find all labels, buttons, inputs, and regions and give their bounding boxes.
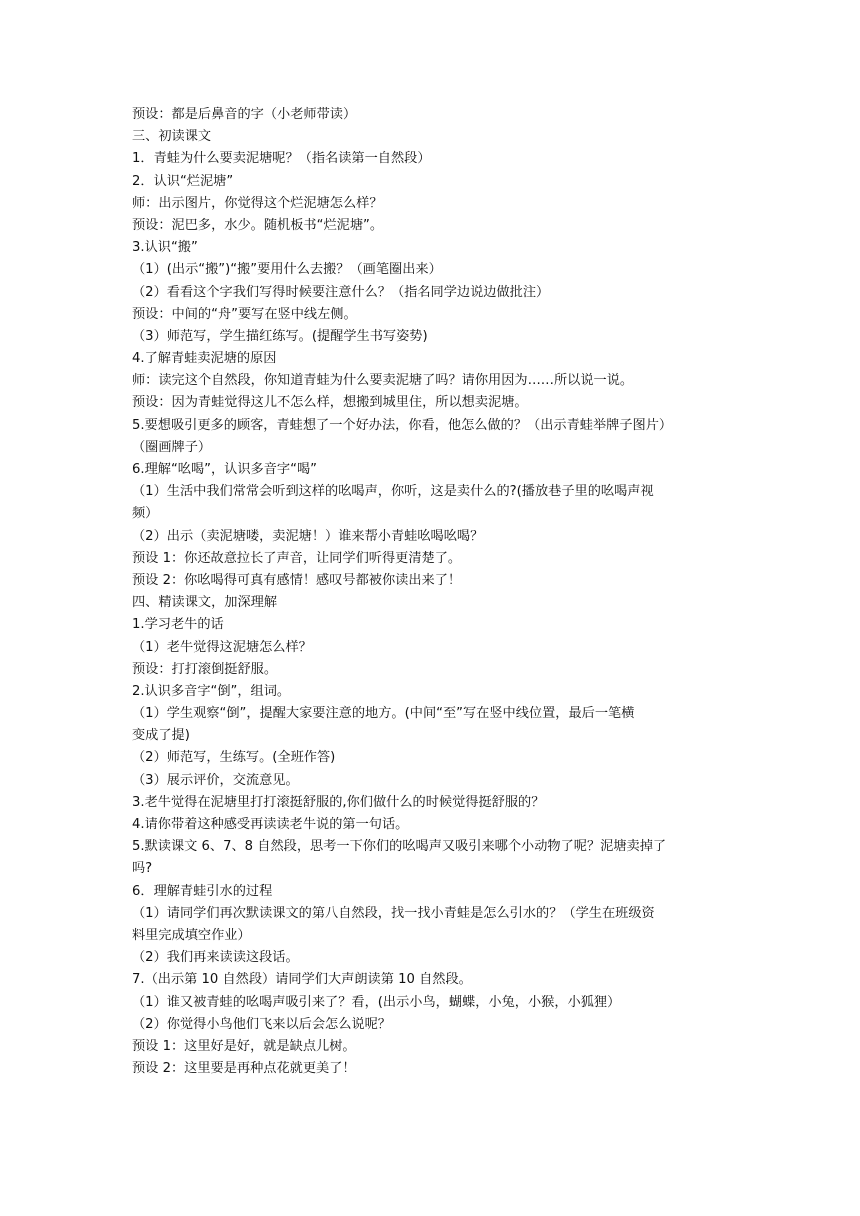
text-line: （2）我们再来读读这段话。	[132, 950, 299, 966]
text-line: （2）出示（卖泥塘喽，卖泥塘！）谁来帮小青蛙吆喝吆喝？	[132, 528, 484, 544]
text-line: （3）师范写，学生描红练写。(提醒学生书写姿势)	[132, 328, 428, 344]
text-line: （3）展示评价，交流意见。	[132, 772, 299, 788]
text-line: （1）(出示“搬”)“搬”要用什么去搬？（画笔圈出来）	[132, 262, 442, 278]
text-line: （1）谁又被青蛙的吆喝声吸引来了？看，(出示小鸟，蝴蝶，小兔，小猴，小狐狸）	[132, 994, 621, 1010]
text-line: 预设 1：这里好是好，就是缺点儿树。	[132, 1038, 356, 1054]
section-heading: 四、精读课文，加深理解	[132, 595, 278, 611]
text-line: 料里完成填空作业）	[132, 927, 251, 943]
text-line: 6.理解“吆喝”，认识多音字“喝”	[132, 462, 317, 477]
text-line: 4.请你带着这种感受再读读老牛说的第一句话。	[132, 817, 409, 832]
text-line: 3.老牛觉得在泥塘里打打滚挺舒服的,你们做什么的时候觉得挺舒服的？	[132, 794, 545, 810]
text-line: （2）看看这个字我们写得时候要注意什么？（指名同学边说边做批注）	[132, 284, 550, 300]
text-line: 预设：泥巴多，水少。随机板书“烂泥塘”。	[132, 217, 384, 233]
text-line: （1）请同学们再次默读课文的第八自然段，找一找小青蛙是怎么引水的？（学生在班级资	[132, 905, 655, 921]
text-line: 2．认识“烂泥塘”	[132, 173, 234, 189]
text-line: 预设 2：你吆喝得可真有感情！感叹号都被你读出来了！	[132, 572, 462, 588]
text-line: 1．青蛙为什么要卖泥塘呢？（指名读第一自然段）	[132, 151, 431, 167]
text-line: （1）生活中我们常常会听到这样的吆喝声，你听，这是卖什么的?(播放巷子里的吆喝声视	[132, 484, 654, 500]
text-line: 2.认识多音字“倒”，组词。	[132, 683, 291, 699]
text-line: 1.学习老牛的话	[132, 617, 224, 633]
text-line: （圈画牌子）	[132, 439, 212, 455]
section-heading: 三、初读课文	[132, 129, 212, 145]
text-line: 5.默读课文 6、7、8 自然段，思考一下你们的吆喝声又吸引来哪个小动物了呢？泥塘卖掉了	[132, 839, 667, 855]
text-line: 5.要想吸引更多的顾客，青蛙想了一个好办法，你看，他怎么做的？（出示青蛙举牌子图片）	[132, 417, 673, 433]
text-line: （1）老牛觉得这泥塘怎么样？	[132, 639, 312, 655]
text-line: 师：出示图片，你觉得这个烂泥塘怎么样？	[132, 195, 383, 211]
text-line: （1）学生观察“倒”，提醒大家要注意的地方。(中间“至”写在竖中线位置，最后一笔横	[132, 706, 635, 722]
text-line: 预设：打打滚倒挺舒服。	[132, 661, 278, 677]
text-line: 3.认识“搬”	[132, 240, 198, 256]
text-line: （2）你觉得小鸟他们飞来以后会怎么说呢？	[132, 1016, 391, 1032]
text-line: 吗?	[132, 861, 153, 877]
text-line: 变成了提)	[132, 728, 190, 744]
text-line: 预设：因为青蛙觉得这儿不怎么样，想搬到城里住，所以想卖泥塘。	[132, 395, 528, 411]
text-line: 频）	[132, 506, 159, 522]
text-line: 师：读完这个自然段，你知道青蛙为什么要卖泥塘了吗？请你用因为……所以说一说。	[132, 373, 634, 389]
text-line: （2）师范写，生练写。(全班作答)	[132, 750, 336, 766]
lesson-plan-text	[132, 104, 740, 1080]
text-line: 4.了解青蛙卖泥塘的原因	[132, 351, 277, 367]
text-line: 预设：都是后鼻音的字（小老师带读）	[132, 107, 357, 122]
text-line: 6．理解青蛙引水的过程	[132, 883, 273, 899]
text-line: 预设 1：你还故意拉长了声音，让同学们听得更清楚了。	[132, 550, 462, 566]
text-line: 7.（出示第 10 自然段）请同学们大声朗读第 10 自然段。	[132, 972, 472, 988]
text-line: 预设 2：这里要是再种点花就更美了！	[132, 1061, 356, 1077]
text-line: 预设：中间的“舟”要写在竖中线左侧。	[132, 306, 357, 322]
